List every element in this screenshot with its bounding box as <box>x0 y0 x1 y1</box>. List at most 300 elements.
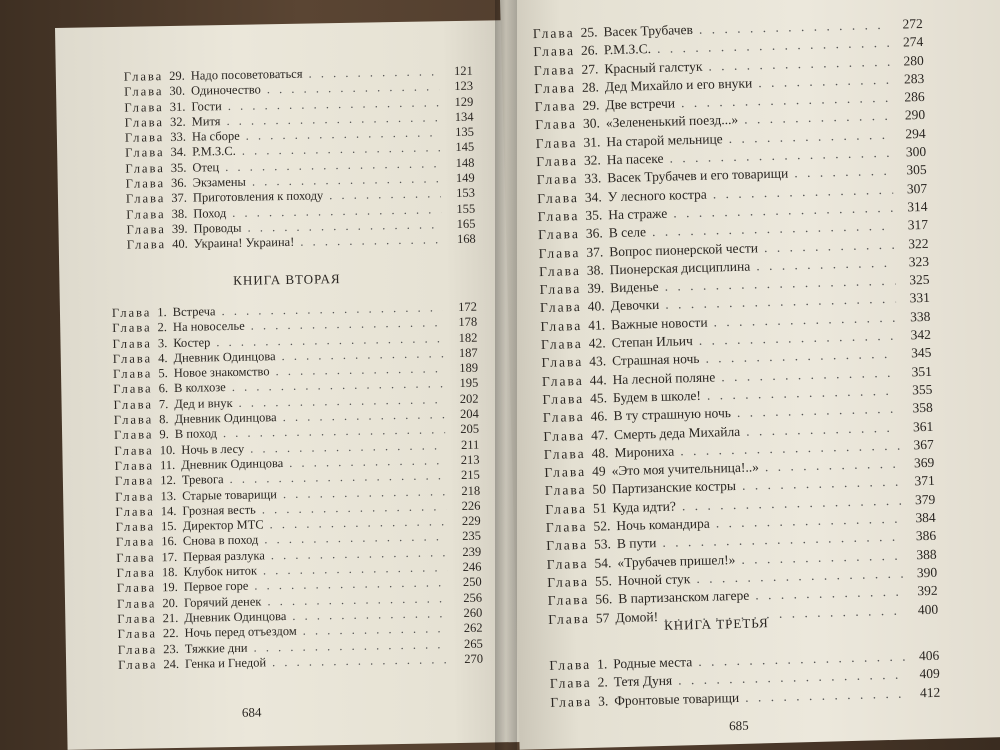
chapter-label: Глава <box>544 464 587 481</box>
leader-dots <box>303 622 449 637</box>
page-number: 182 <box>458 330 478 345</box>
page-number: 165 <box>456 216 476 231</box>
page-number: 358 <box>912 400 934 416</box>
chapter-label: Глава <box>126 206 166 222</box>
chapter-label: Глава <box>114 458 155 473</box>
page-number: 260 <box>463 605 483 620</box>
leader-dots <box>226 111 439 127</box>
chapter-title: На новоселье <box>172 319 245 335</box>
page-number: 409 <box>919 666 940 682</box>
page-number: 204 <box>459 406 479 422</box>
page-number: 189 <box>459 360 479 376</box>
chapter-title: Дед Михайло и его внуки <box>604 75 753 95</box>
chapter-title: Девочки <box>610 297 660 314</box>
chapter-title: В партизанском лагере <box>618 587 750 607</box>
leader-dots <box>242 142 441 158</box>
page-number: 235 <box>462 529 482 544</box>
leader-dots <box>742 475 901 493</box>
leader-dots <box>765 457 901 474</box>
leader-dots <box>238 393 444 409</box>
chapter-number: 14. <box>160 503 177 519</box>
chapter-number: 20. <box>162 595 179 610</box>
chapter-title: Дед и внук <box>174 395 233 411</box>
page-number: 229 <box>461 513 481 529</box>
chapter-title: Р.М.З.С. <box>603 41 652 58</box>
toc-list-book-two-cont <box>501 15 1000 632</box>
leader-dots <box>262 500 447 516</box>
page-number: 195 <box>459 376 479 391</box>
leader-dots <box>292 607 448 622</box>
chapter-label: Глава <box>125 176 166 191</box>
leader-dots <box>232 378 445 394</box>
chapter-number: 19. <box>162 580 178 595</box>
chapter-label: Глава <box>544 482 587 499</box>
chapter-label: Глава <box>115 519 156 535</box>
chapter-number: 25. <box>580 24 598 40</box>
chapter-number: 17. <box>161 549 178 564</box>
page-number: 129 <box>454 94 474 109</box>
chapter-number: 51 <box>592 500 607 516</box>
page-number: 202 <box>459 391 479 406</box>
leader-dots <box>758 73 890 90</box>
chapter-number: 44. <box>589 371 607 388</box>
chapter-label: Глава <box>114 443 154 458</box>
chapter-label: Глава <box>111 305 152 321</box>
chapter-label: Глава <box>538 262 582 279</box>
chapter-title: Фронтовые товарищи <box>614 689 740 708</box>
chapter-label: Глава <box>125 145 165 161</box>
chapter-title: Васек Трубачев <box>603 21 694 40</box>
chapter-number: 32. <box>169 114 186 129</box>
chapter-title: Старые товарищи <box>182 486 278 503</box>
page-number: 386 <box>915 528 937 544</box>
chapter-title: Тяжкие дни <box>184 640 248 656</box>
chapter-title: Одиночество <box>190 82 261 98</box>
leader-dots <box>232 203 441 219</box>
chapter-label: Глава <box>113 412 154 428</box>
page-number: 265 <box>463 636 483 651</box>
leader-dots <box>253 638 448 654</box>
chapter-number: 52. <box>593 518 611 534</box>
chapter-number: 36. <box>170 175 187 191</box>
page-number: 300 <box>905 143 927 160</box>
chapter-label: Глава <box>116 550 156 565</box>
chapter-label: Глава <box>540 317 583 334</box>
page-number: 355 <box>911 381 933 398</box>
chapter-label: Глава <box>533 61 576 78</box>
chapter-title: Проводы <box>193 220 242 236</box>
chapter-title: Ночь командира <box>616 515 710 534</box>
chapter-number: 4. <box>158 350 168 366</box>
chapter-number: 1. <box>157 305 167 320</box>
chapter-title: На сборе <box>191 128 240 144</box>
leader-dots <box>329 188 441 202</box>
page-number: 145 <box>455 140 475 155</box>
leader-dots <box>267 592 448 608</box>
chapter-number: 13. <box>160 488 177 503</box>
page-number: 187 <box>458 345 478 360</box>
book-gutter <box>495 0 517 750</box>
page-number: 123 <box>454 79 474 94</box>
page-number: 388 <box>916 546 937 562</box>
toc-entry <box>127 233 476 254</box>
chapter-title: Новое знакомство <box>173 364 270 381</box>
page-number: 371 <box>914 473 935 489</box>
page-number: 168 <box>456 231 476 247</box>
chapter-number: 3. <box>597 693 609 709</box>
chapter-title: Снова в поход <box>182 532 259 549</box>
chapter-label: Глава <box>541 354 584 371</box>
page-number: 205 <box>460 422 480 437</box>
chapter-label: Глава <box>542 390 585 407</box>
chapter-title: Тревога <box>181 472 224 488</box>
chapter-number: 36. <box>585 225 603 242</box>
chapter-label: Глава <box>535 116 578 133</box>
chapter-title: В колхозе <box>173 380 226 396</box>
chapter-label: Глава <box>535 134 578 151</box>
page-number: 290 <box>904 107 926 123</box>
page-number: 172 <box>458 299 478 315</box>
leader-dots <box>251 317 444 333</box>
chapter-title: Виденье <box>609 279 659 296</box>
chapter-label: Глава <box>550 693 593 710</box>
page-number: 178 <box>458 314 478 330</box>
page-number: 213 <box>460 452 480 467</box>
page-number: 384 <box>915 509 936 526</box>
chapter-title: «Это моя учительница!..» <box>611 459 760 479</box>
chapter-label: Глава <box>112 351 153 366</box>
page-number: 367 <box>913 436 934 453</box>
leader-dots <box>252 172 441 188</box>
chapter-title: Первая разлука <box>183 548 265 564</box>
chapter-label: Глава <box>118 657 158 672</box>
page-number-left: 684 <box>241 704 262 720</box>
chapter-title: На лесной поляне <box>612 369 716 387</box>
chapter-title: Митя <box>191 114 221 129</box>
leader-dots <box>289 454 446 469</box>
leader-dots <box>737 402 899 420</box>
page-number: 307 <box>906 180 928 197</box>
chapter-label: Глава <box>546 555 589 572</box>
chapter-label: Глава <box>113 397 154 412</box>
chapter-title: Вопрос пионерской чести <box>609 239 759 259</box>
chapter-label: Глава <box>537 226 581 243</box>
leader-dots <box>264 531 447 547</box>
chapter-number: 40. <box>172 236 188 252</box>
leader-dots <box>221 301 443 317</box>
leader-dots <box>270 515 447 531</box>
chapter-number: 40. <box>587 298 605 315</box>
chapter-label: Глава <box>117 641 158 657</box>
chapter-title: Васек Трубачев и его товарищи <box>607 165 789 186</box>
chapter-label: Глава <box>547 573 590 590</box>
page-number: 280 <box>903 52 924 69</box>
chapter-number: 49 <box>591 463 606 479</box>
chapter-number: 38. <box>586 262 604 278</box>
chapter-title: «Трубачев пришел!» <box>617 551 736 570</box>
chapter-number: 6. <box>158 381 169 396</box>
chapter-number: 45. <box>589 390 608 406</box>
chapter-title: Встреча <box>172 304 216 319</box>
chapter-number: 46. <box>590 408 608 425</box>
chapter-number: 48. <box>591 445 609 461</box>
page-number: 369 <box>913 454 935 471</box>
chapter-number: 34. <box>584 189 602 205</box>
toc-list-book-one-end <box>56 64 514 255</box>
chapter-title: В селе <box>608 224 647 241</box>
chapter-label: Глава <box>538 244 581 261</box>
page-number: 390 <box>916 564 938 581</box>
chapter-number: 11. <box>159 457 176 473</box>
page-number: 211 <box>460 437 480 452</box>
chapter-label: Глава <box>125 160 165 176</box>
chapter-number: 35. <box>170 160 187 175</box>
chapter-title: Смерть деда Михайла <box>613 423 741 442</box>
leader-dots <box>755 585 904 602</box>
chapter-label: Глава <box>124 115 165 130</box>
chapter-label: Глава <box>115 504 155 519</box>
chapter-number: 30. <box>169 84 186 99</box>
chapter-title: Директор МТС <box>182 517 264 534</box>
chapter-number: 23. <box>163 641 179 656</box>
chapter-title: Горячий денек <box>183 594 262 610</box>
chapter-label: Глава <box>126 222 167 237</box>
chapter-title: Костер <box>173 334 211 350</box>
chapter-title: Родные места <box>613 654 693 672</box>
chapter-title: Степан Ильич <box>611 333 693 351</box>
chapter-number: 47. <box>590 426 609 443</box>
toc-list-book-two <box>60 300 521 675</box>
chapter-title: На пасеке <box>606 150 664 168</box>
page-number: 226 <box>461 498 481 513</box>
chapter-title: Дневник Одинцова <box>181 456 284 472</box>
chapter-label: Глава <box>549 656 592 673</box>
leader-dots <box>271 546 448 562</box>
leader-dots <box>728 128 891 146</box>
chapter-number: 24. <box>163 656 180 672</box>
leader-dots <box>756 256 895 273</box>
chapter-title: В ту страшную ночь <box>613 405 732 424</box>
page-number: 314 <box>907 198 928 215</box>
chapter-label: Глава <box>116 565 156 581</box>
chapter-label: Глава <box>533 43 576 60</box>
page-number: 345 <box>910 345 932 361</box>
chapter-title: Поход <box>193 205 227 221</box>
chapter-label: Глава <box>124 99 164 115</box>
chapter-label: Глава <box>548 610 591 627</box>
chapter-label: Глава <box>536 171 579 188</box>
page-number: 317 <box>907 217 929 233</box>
chapter-title: Р.М.З.С. <box>192 144 236 160</box>
leader-dots <box>225 157 440 173</box>
chapter-title: Ночь в лесу <box>181 441 245 457</box>
chapter-label: Глава <box>113 427 154 443</box>
page-number: 351 <box>911 363 933 379</box>
chapter-number: 2. <box>597 674 608 690</box>
chapter-label: Глава <box>124 130 165 145</box>
chapter-label: Глава <box>537 189 580 206</box>
page-number: 121 <box>453 63 473 79</box>
chapter-label: Глава <box>112 335 152 351</box>
chapter-title: Гости <box>191 98 222 114</box>
leader-dots <box>699 18 889 36</box>
chapter-label: Глава <box>112 366 153 382</box>
chapter-number: 37. <box>586 243 604 260</box>
chapter-number: 28. <box>581 79 600 95</box>
chapter-label: Глава <box>545 500 588 517</box>
page-number: 256 <box>463 590 483 605</box>
chapter-title: Клубок ниток <box>183 563 258 579</box>
chapter-number: 33. <box>584 170 602 187</box>
chapter-title: «Зелененький поезд...» <box>605 112 739 131</box>
page-number: 149 <box>455 170 475 186</box>
leader-dots <box>216 332 443 348</box>
chapter-title: Ночь перед отъездом <box>184 624 297 641</box>
chapter-label: Глава <box>116 580 157 596</box>
chapter-label: Глава <box>126 237 167 253</box>
leader-dots <box>223 424 445 440</box>
chapter-title: Две встречи <box>605 95 676 113</box>
chapter-number: 35. <box>585 207 603 223</box>
chapter-label: Глава <box>540 336 583 353</box>
chapter-label: Глава <box>539 299 582 316</box>
chapter-number: 57 <box>595 609 610 626</box>
chapter-number: 43. <box>589 353 607 370</box>
chapter-number: 22. <box>162 626 179 641</box>
chapter-title: Будем в школе! <box>612 387 702 406</box>
page-number: 148 <box>455 155 475 170</box>
chapter-title: Грозная весть <box>182 502 256 518</box>
chapter-number: 31. <box>583 134 601 150</box>
chapter-title: Отец <box>192 159 220 175</box>
chapter-title: У лесного костра <box>607 186 707 204</box>
page-number: 294 <box>905 125 926 142</box>
page-number: 305 <box>906 162 927 178</box>
chapter-label: Глава <box>536 153 579 170</box>
chapter-title: В пути <box>616 535 657 552</box>
leader-dots <box>267 81 439 97</box>
page-number-right: 685 <box>728 717 749 734</box>
chapter-number: 2. <box>157 320 168 335</box>
leader-dots <box>246 126 440 142</box>
chapter-number: 53. <box>593 536 612 553</box>
page-number: 323 <box>908 253 930 270</box>
chapter-number: 27. <box>581 61 599 77</box>
chapter-number: 5. <box>158 366 168 381</box>
chapter-label: Глава <box>546 537 589 554</box>
leader-dots <box>741 548 903 566</box>
chapter-number: 15. <box>160 519 177 534</box>
leader-dots <box>281 347 443 362</box>
leader-dots <box>263 561 448 577</box>
chapter-title: Надо посоветоваться <box>190 66 303 83</box>
page-number: 286 <box>904 89 925 105</box>
chapter-number: 30. <box>582 115 601 132</box>
chapter-title: Экзамены <box>192 174 247 190</box>
page-number: 274 <box>902 34 924 50</box>
chapter-title: Украина! Украина! <box>193 235 295 251</box>
leader-dots <box>228 96 440 112</box>
leader-dots <box>247 218 441 234</box>
chapter-number: 42. <box>588 335 606 351</box>
chapter-label: Глава <box>545 518 588 535</box>
page-number: 262 <box>463 620 483 636</box>
chapter-number: 29. <box>169 68 185 84</box>
page-number: 135 <box>455 124 474 140</box>
chapter-label: Глава <box>123 69 164 84</box>
leader-dots <box>794 164 893 180</box>
page-number: 379 <box>914 491 936 508</box>
chapter-number: 1. <box>596 656 608 672</box>
page-number: 400 <box>917 601 939 617</box>
page-number: 218 <box>461 483 481 498</box>
chapter-number: 18. <box>161 564 178 580</box>
leader-dots <box>272 653 449 669</box>
chapter-number: 33. <box>170 129 187 145</box>
chapter-title: Мирониха <box>614 443 675 460</box>
left-page <box>55 20 523 750</box>
page-number: 134 <box>454 109 474 124</box>
page-number: 215 <box>460 467 480 483</box>
chapter-title: Первое горе <box>183 579 249 595</box>
book-two-heading: КНИГА ВТОРАЯ <box>233 271 341 288</box>
chapter-number: 9. <box>159 427 169 442</box>
leader-dots <box>744 109 891 126</box>
book-three-heading: КНИГА ТРЕТЬЯ <box>663 615 769 633</box>
page-number: 392 <box>917 582 938 599</box>
leader-dots <box>275 362 444 377</box>
chapter-number: 7. <box>158 396 169 412</box>
page-number: 361 <box>912 418 934 434</box>
chapter-number: 54. <box>594 554 612 571</box>
chapter-label: Глава <box>534 98 577 115</box>
page-number: 322 <box>908 235 929 251</box>
leader-dots <box>229 470 445 486</box>
chapter-label: Глава <box>115 534 156 550</box>
page-number: 342 <box>910 326 932 343</box>
page-number: 272 <box>902 15 923 32</box>
chapter-title: Дневник Одинцова <box>184 608 287 625</box>
toc-list-book-three <box>517 647 1000 715</box>
chapter-number: 10. <box>159 442 176 457</box>
chapter-number: 26. <box>580 42 599 59</box>
chapter-title: Дневник Одинцова <box>174 410 277 427</box>
chapter-label: Глава <box>124 84 164 100</box>
page-number: 331 <box>909 290 931 306</box>
page-number: 325 <box>909 272 930 288</box>
chapter-label: Глава <box>117 626 158 642</box>
chapter-title: Тетя Дуня <box>613 673 673 690</box>
chapter-title: Пионерская дисциплина <box>609 258 751 278</box>
chapter-number: 55. <box>594 573 613 589</box>
chapter-title: Страшная ночь <box>611 351 700 369</box>
chapter-number: 34. <box>170 145 187 160</box>
leader-dots <box>746 420 899 438</box>
page-number: 239 <box>462 544 482 559</box>
leader-dots <box>254 577 448 593</box>
chapter-number: 16. <box>161 534 178 549</box>
chapter-label: Глава <box>534 79 577 97</box>
chapter-number: 56. <box>595 591 613 607</box>
page-number: 155 <box>456 201 476 216</box>
chapter-label: Глава <box>116 595 157 611</box>
chapter-number: 31. <box>169 99 186 114</box>
chapter-number: 29. <box>582 97 600 114</box>
chapter-label: Глава <box>125 191 166 207</box>
leader-dots <box>764 237 895 254</box>
chapter-number: 50 <box>592 481 607 498</box>
leader-dots <box>283 485 446 500</box>
